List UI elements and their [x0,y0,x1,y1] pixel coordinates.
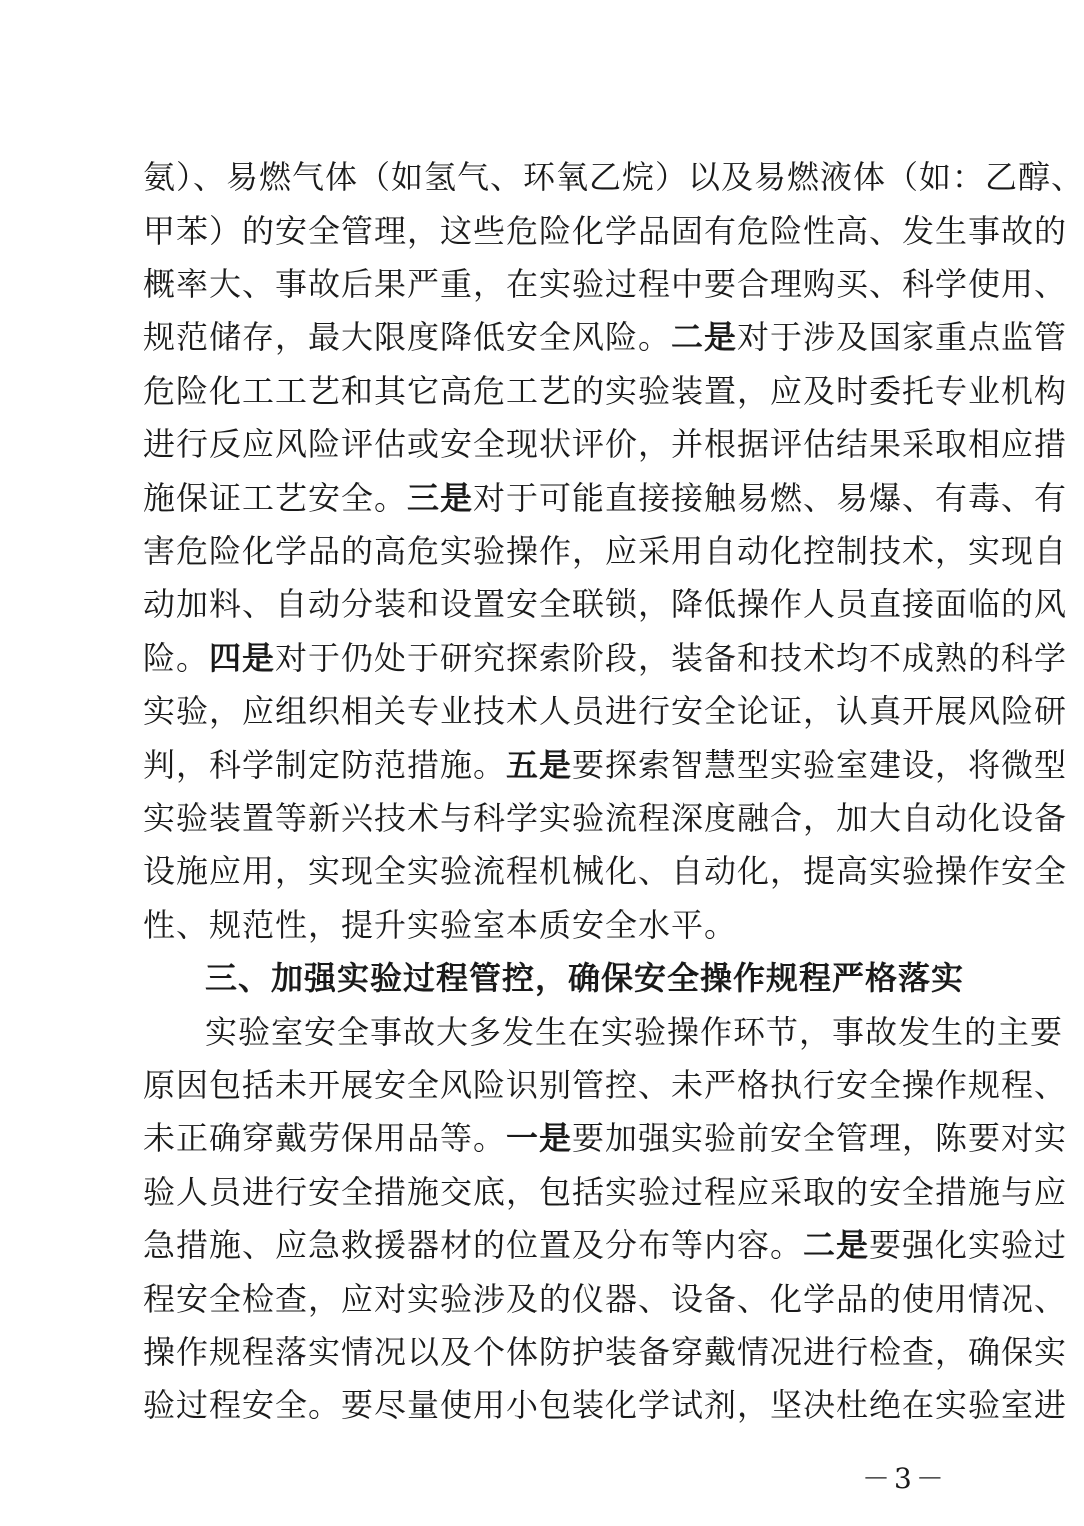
paragraph-line: 验人员进行安全措施交底，包括实验过程应采取的安全措施与应 [143,1173,1068,1211]
paragraph-line: 规范储存，最大限度降低安全风险。二是对于涉及国家重点监管 [143,318,1068,356]
paragraph-line: 未正确穿戴劳保用品等。一是要加强实验前安全管理，陈要对实 [143,1119,1068,1157]
paragraph-line: 甲苯）的安全管理，这些危险化学品固有危险性高、发生事故的 [143,212,1068,250]
paragraph-line: 验过程安全。要尽量使用小包装化学试剂，坚决杜绝在实验室进 [143,1386,1068,1424]
paragraph-line: 实验装置等新兴技术与科学实验流程深度融合，加大自动化设备 [143,799,1068,837]
point-marker: 五是 [506,746,573,784]
point-marker: 四是 [209,639,276,677]
paragraph-line: 性、规范性，提升实验室本质安全水平。 [143,906,738,944]
page-number: －3－ [862,1462,948,1495]
paragraph-line: 进行反应风险评估或安全现状评价，并根据评估结果采取相应措 [143,425,1068,463]
point-marker: 一是 [506,1119,573,1157]
paragraph-line: 设施应用，实现全实验流程机械化、自动化，提高实验操作安全 [143,852,1068,890]
paragraph-line: 危险化工工艺和其它高危工艺的实验装置，应及时委托专业机构 [143,372,1068,410]
section-heading: 三、加强实验过程管控，确保安全操作规程严格落实 [205,959,965,997]
paragraph-line: 氨）、易燃气体（如氢气、环氧乙烷）以及易燃液体（如：乙醇、 [143,158,1084,196]
point-marker: 二是 [671,318,738,356]
point-marker: 二是 [803,1226,870,1264]
paragraph-line: 施保证工艺安全。三是对于可能直接接触易燃、易爆、有毒、有 [143,479,1068,517]
paragraph-line: 程安全检查，应对实验涉及的仪器、设备、化学品的使用情况、 [143,1280,1068,1318]
paragraph-line: 实验，应组织相关专业技术人员进行安全论证，认真开展风险研 [143,692,1068,730]
paragraph-line: 实验室安全事故大多发生在实验操作环节，事故发生的主要 [205,1013,1064,1051]
point-marker: 三是 [407,479,474,517]
paragraph-line: 原因包括未开展安全风险识别管控、未严格执行安全操作规程、 [143,1066,1068,1104]
paragraph-line: 害危险化学品的高危实验操作，应采用自动化控制技术，实现自 [143,532,1068,570]
paragraph-line: 操作规程落实情况以及个体防护装备穿戴情况进行检查，确保实 [143,1333,1068,1371]
paragraph-line: 判，科学制定防范措施。五是要探索智慧型实验室建设，将微型 [143,746,1068,784]
paragraph-line: 动加料、自动分装和设置安全联锁，降低操作人员直接面临的风 [143,585,1068,623]
paragraph-line: 概率大、事故后果严重，在实验过程中要合理购买、科学使用、 [143,265,1068,303]
paragraph-line: 险。四是对于仍处于研究探索阶段，装备和技术均不成熟的科学 [143,639,1068,677]
paragraph-line: 急措施、应急救援器材的位置及分布等内容。二是要强化实验过 [143,1226,1068,1264]
